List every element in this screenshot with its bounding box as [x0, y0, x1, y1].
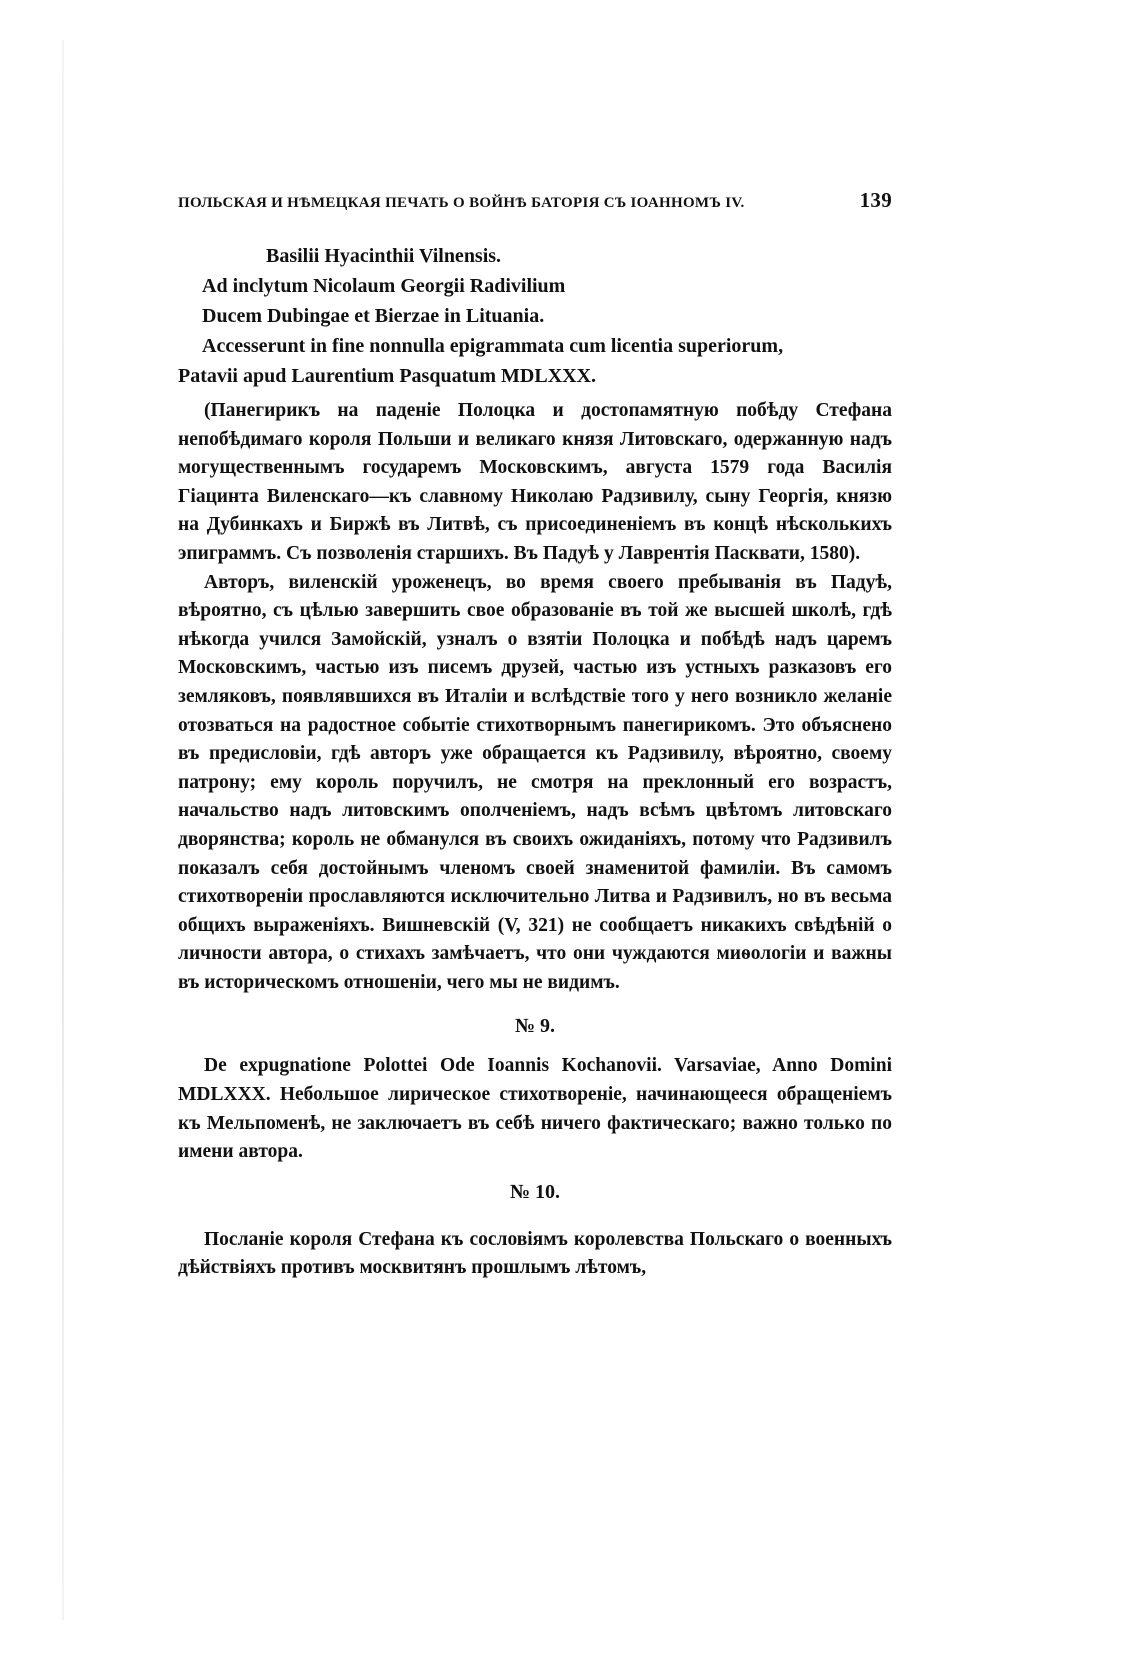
running-header — [178, 188, 892, 213]
commentary-paragraph: Авторъ, виленскій уроженецъ, во время своего пребыванія въ Падуѣ, вѣроятно, съ цѣлью завершить свое образованіе въ той же высшей школѣ, гдѣ нѣкогда учился Замойскій, узналъ о взятіи Полоцка и побѣдѣ надъ царемъ Московскимъ, частью изъ писемъ друзей, частью изъ устныхъ разказовъ его земляковъ, появлявшихся въ Италіи и вслѣдствіе того у него возникло желаніе отозваться на радостное событіе стихотворнымъ панегирикомъ. Это объяснено въ предисловіи, гдѣ авторъ уже обращается къ Радзивилу, вѣроятно, своему патрону; ему король поручилъ, не смотря на преклонный его возрастъ, начальство надъ литовскимъ ополченіемъ, надъ всѣмъ цвѣтомъ литовскаго дворянства; король не обманулся въ своихъ ожиданіяхъ, потому что Радзивилъ показалъ себя достойнымъ членомъ своей знаменитой фамиліи. Въ самомъ стихотвореніи прославляются исключительно Литва и Радзивилъ, но въ весьма общихъ выраженіяхъ. Вишневскій (V, 321) не сообщаетъ никакихъ свѣдѣній о личности автора, о стихахъ замѣчаетъ, что они чуждаются миѳологіи и важны въ историческомъ отношеніи, чего мы не видимъ. — [178, 571, 892, 993]
book-page — [178, 188, 892, 1283]
latin-title-block — [178, 241, 892, 391]
page-number: 139 — [859, 188, 892, 212]
title-line: Basilii Hyacinthii Vilnensis. — [266, 245, 502, 267]
item-9-paragraph: De expugnatione Polottei Ode Ioannis Kochanovii. Varsaviae, Anno Domini MDLXXX. Небольшое лирическое стихотвореніе, начинающееся обращеніемъ къ Мельпоменѣ, не заключаетъ въ себѣ ничего фактическаго; важно только по имени автора. — [178, 1055, 892, 1163]
title-line: Ducem Dubingae et Bierzae in Lituania. — [202, 305, 545, 327]
title-line: Patavii apud Laurentium Pasquatum MDLXXX. — [178, 365, 597, 387]
item-9-heading: № 9. — [514, 1015, 556, 1038]
translation-paragraph: (Панегирикъ на паденіе Полоцка и достопамятную побѣду Стефана непобѣдимаго короля Польши и великаго князя Литовскаго, одержанную надъ могущественнымъ государемъ Московскимъ, августа 1579 года Василія Гіацинта Виленскаго—къ славному Николаю Радзивилу, сыну Георгія, князю на Дубинкахъ и Биржѣ въ Литвѣ, съ присоединеніемъ въ концѣ нѣсколькихъ эпиграммъ. Съ позволенія старшихъ. Въ Падуѣ у Лаврентія Пасквати, 1580). — [178, 400, 892, 564]
running-title: ПОЛЬСКАЯ И НѢМЕЦКАЯ ПЕЧАТЬ О ВОЙНѢ БАТОРІЯ СЪ ІОАННОМЪ IV. — [178, 195, 745, 211]
title-line: Ad inclytum Nicolaum Georgii Radivilium — [202, 275, 566, 297]
title-line: Accesserunt in fine nonnulla epigrammata cum licentia superiorum, — [202, 335, 784, 357]
scan-edge — [62, 40, 64, 1620]
item-10-heading: № 10. — [509, 1180, 561, 1203]
item-10-paragraph: Посланіе короля Стефана къ сословіямъ королевства Польскаго о военныхъ дѣйствіяхъ противъ москвитянъ прошлымъ лѣтомъ, — [178, 1228, 892, 1279]
